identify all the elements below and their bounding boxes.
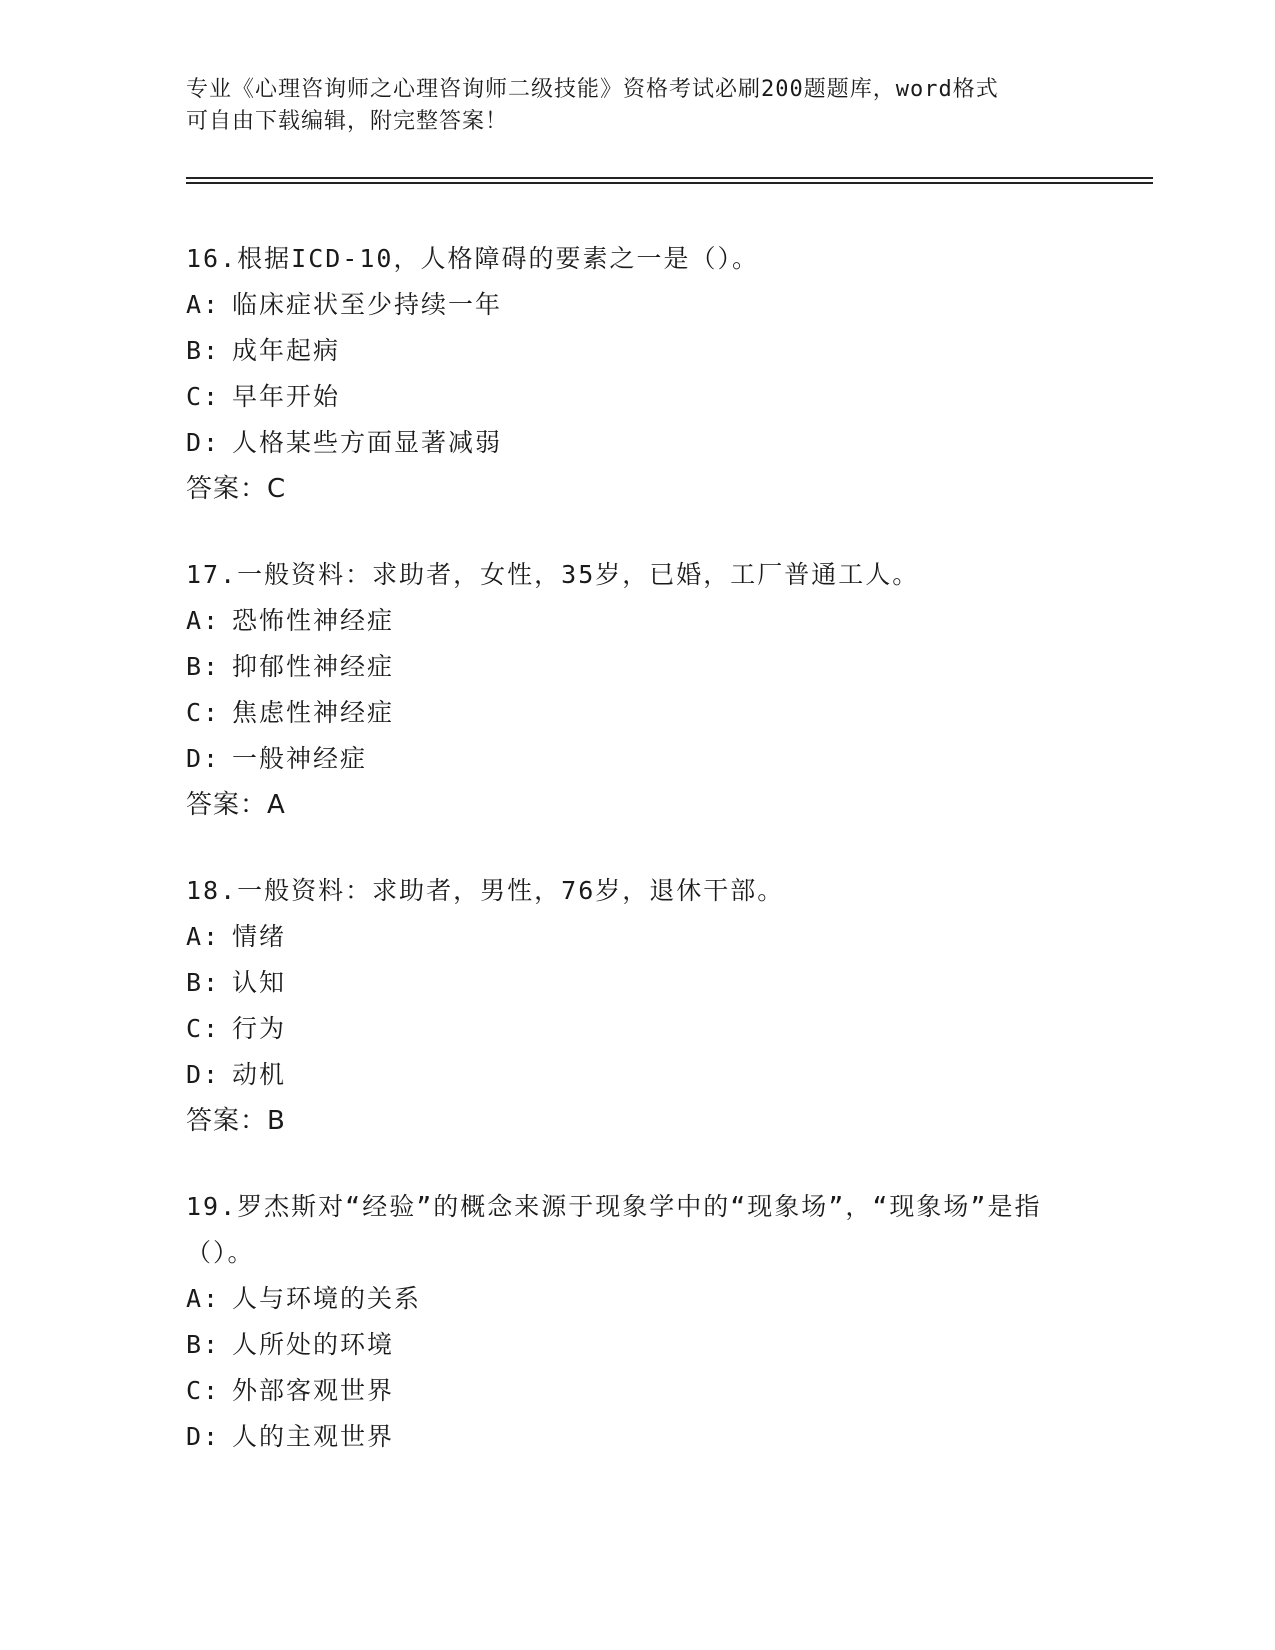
option-text: 一般神经症 (232, 744, 368, 773)
option-d (186, 1414, 1086, 1460)
option-letter: B: (186, 652, 221, 681)
option-d (186, 736, 1086, 782)
option-letter: B: (186, 968, 221, 997)
question-19 (186, 1184, 1086, 1460)
option-letter: D: (186, 428, 221, 457)
header-title-line-1: 专业《心理咨询师之心理咨询师二级技能》资格考试必刷200题题库，word格式 (186, 77, 999, 102)
option-letter: A: (186, 606, 221, 635)
option-text: 临床症状至少持续一年 (232, 290, 503, 319)
answer-line: 答案：C (186, 474, 287, 504)
answer-line: 答案：B (186, 1106, 286, 1136)
option-letter: D: (186, 1060, 221, 1089)
option-b (186, 1322, 1086, 1368)
option-text: 行为 (232, 1014, 287, 1043)
option-text: 情绪 (232, 922, 287, 951)
question-18 (186, 868, 1086, 1144)
answer-line: 答案：A (186, 790, 286, 820)
option-text: 焦虑性神经症 (232, 698, 395, 727)
option-text: 人与环境的关系 (232, 1284, 422, 1313)
question-stem: 16.根据ICD-10，人格障碍的要素之一是（）。 (186, 244, 759, 273)
question-stem: 18.一般资料：求助者，男性，76岁，退休干部。 (186, 876, 785, 905)
question-list (186, 236, 1086, 1500)
header-divider-top (186, 177, 1153, 179)
question-16 (186, 236, 1086, 512)
option-a (186, 598, 1086, 644)
option-text: 恐怖性神经症 (232, 606, 395, 635)
option-text: 人所处的环境 (232, 1330, 395, 1359)
option-d (186, 1052, 1086, 1098)
option-c (186, 690, 1086, 736)
option-letter: B: (186, 336, 221, 365)
option-c (186, 1368, 1086, 1414)
option-letter: D: (186, 744, 221, 773)
option-letter: A: (186, 290, 221, 319)
option-text: 认知 (232, 968, 287, 997)
option-b (186, 960, 1086, 1006)
document-header (186, 74, 1086, 138)
option-text: 动机 (232, 1060, 287, 1089)
option-text: 成年起病 (232, 336, 341, 365)
header-title-line-2: 可自由下载编辑，附完整答案！ (186, 109, 509, 134)
question-17 (186, 552, 1086, 828)
option-letter: A: (186, 922, 221, 951)
option-text: 外部客观世界 (232, 1376, 395, 1405)
option-text: 人格某些方面显著减弱 (232, 428, 503, 457)
option-c (186, 374, 1086, 420)
option-a (186, 914, 1086, 960)
option-b (186, 328, 1086, 374)
option-text: 人的主观世界 (232, 1422, 395, 1451)
option-letter: A: (186, 1284, 221, 1313)
option-letter: C: (186, 698, 221, 727)
option-b (186, 644, 1086, 690)
question-stem: 17.一般资料：求助者，女性，35岁，已婚，工厂普通工人。 (186, 560, 920, 589)
option-a (186, 282, 1086, 328)
option-letter: D: (186, 1422, 221, 1451)
option-text: 抑郁性神经症 (232, 652, 395, 681)
option-a (186, 1276, 1086, 1322)
option-letter: C: (186, 382, 221, 411)
header-divider-bottom (186, 182, 1153, 184)
option-c (186, 1006, 1086, 1052)
option-letter: C: (186, 1376, 221, 1405)
option-letter: B: (186, 1330, 221, 1359)
option-text: 早年开始 (232, 382, 341, 411)
option-d (186, 420, 1086, 466)
question-stem: 19.罗杰斯对“经验”的概念来源于现象学中的“现象场”，“现象场”是指（）。 (186, 1192, 1042, 1267)
option-letter: C: (186, 1014, 221, 1043)
